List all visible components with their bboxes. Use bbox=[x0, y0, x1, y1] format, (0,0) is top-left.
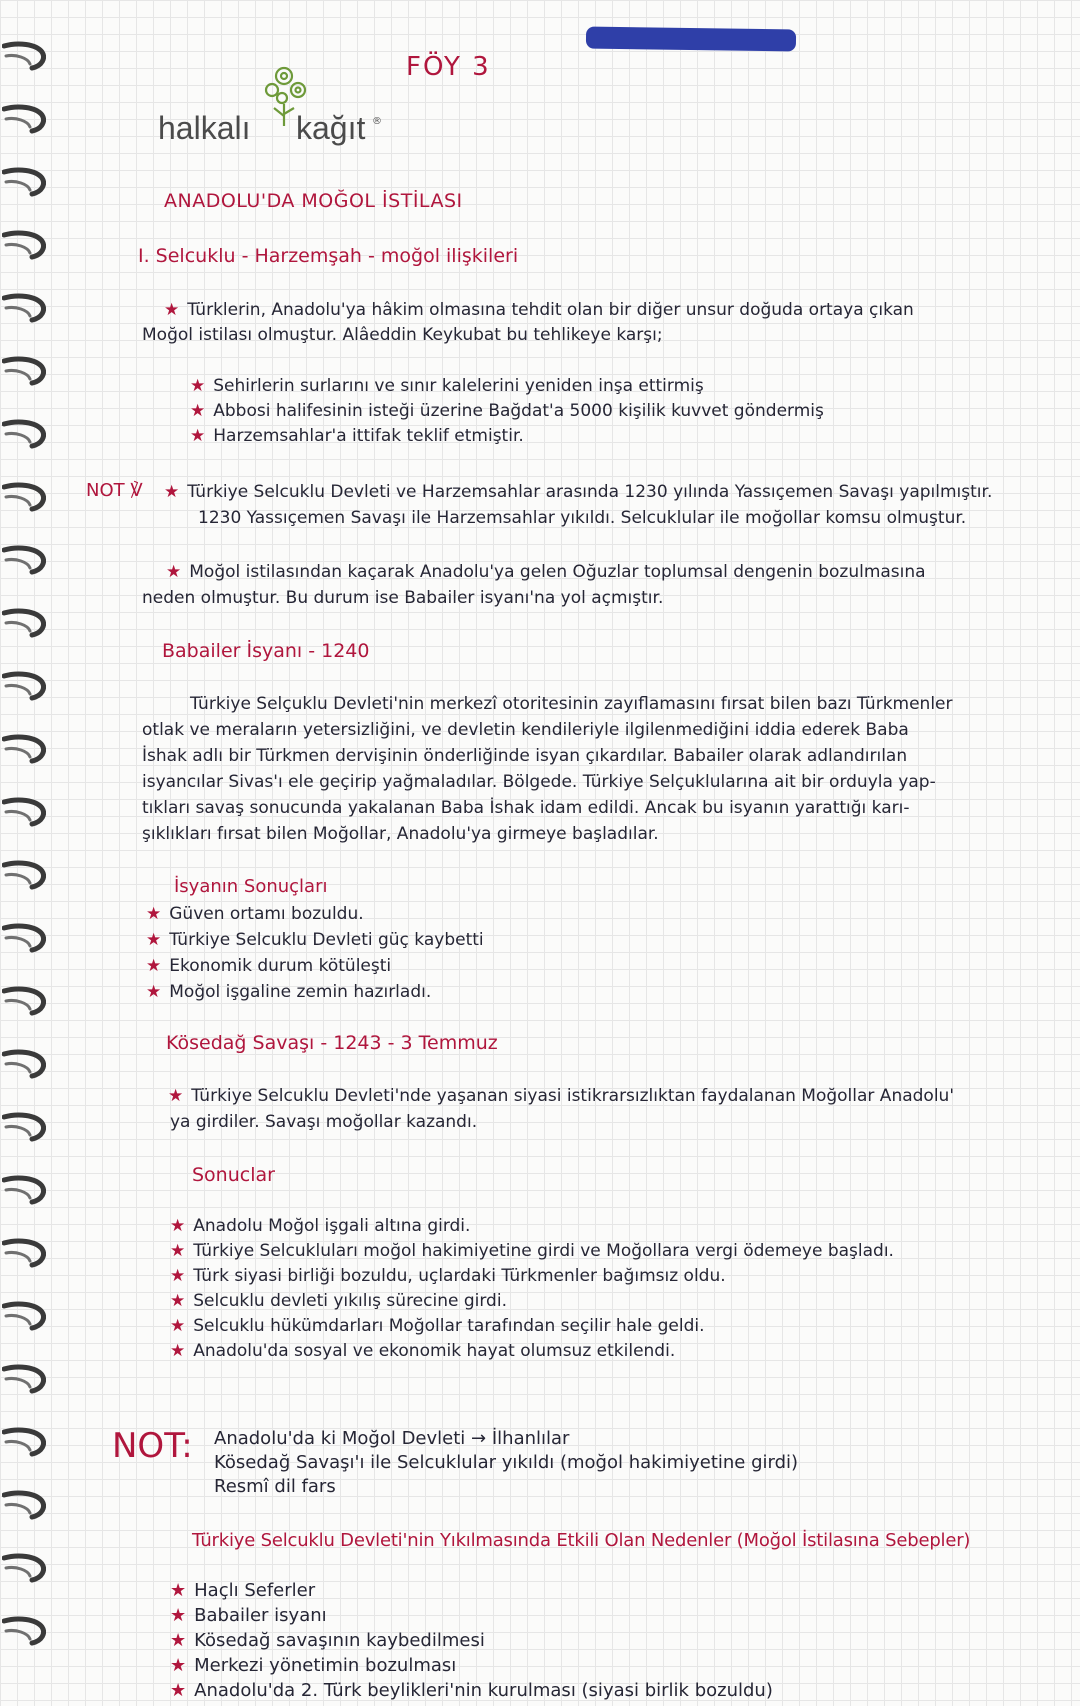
list-item: ★ Anadolu'da sosyal ve ekonomik hayat olumsuz etkilendi. bbox=[170, 1341, 676, 1361]
babailer-results bbox=[146, 904, 484, 1008]
list-item: ★ Güven ortamı bozuldu. bbox=[146, 904, 364, 924]
star-icon: ★ bbox=[170, 1291, 186, 1311]
list-item: ★ Moğol işgaline zemin hazırladı. bbox=[146, 982, 432, 1002]
star-icon: ★ bbox=[170, 1655, 187, 1676]
babailer-results-heading: İsyanın Sonuçları bbox=[174, 876, 328, 897]
star-icon: ★ bbox=[190, 426, 206, 446]
note2-line1: Anadolu'da ki Moğol Devleti → İlhanlılar bbox=[214, 1428, 570, 1449]
registered-mark: ® bbox=[372, 116, 382, 127]
page-number: FÖY 3 bbox=[406, 52, 491, 82]
kosedag-results-heading: Sonuclar bbox=[192, 1164, 275, 1186]
star-icon: ★ bbox=[170, 1630, 187, 1651]
babailer-line: İshak adlı bir Türkmen dervişinin önderliğinde isyan çıkardılar. Babailer olarak adlandırılan bbox=[142, 746, 908, 766]
list-item: ★ Merkezi yönetimin bozulması bbox=[170, 1655, 457, 1676]
star-icon: ★ bbox=[170, 1216, 186, 1236]
babailer-heading: Babailer İsyanı - 1240 bbox=[162, 640, 370, 662]
kosedag-line2: ya girdiler. Savaşı moğollar kazandı. bbox=[170, 1112, 478, 1132]
babailer-line: şıklıkları fırsat bilen Moğollar, Anadolu'ya girmeye başladılar. bbox=[142, 824, 659, 844]
oguz-para-line1: ★ Moğol istilasından kaçarak Anadolu'ya gelen Oğuzlar toplumsal dengenin bozulmasına bbox=[166, 562, 926, 582]
list-item: ★ Anadolu'da 2. Türk beylikleri'nin kurulması (siyasi birlik bozuldu) bbox=[170, 1680, 773, 1701]
star-icon: ★ bbox=[146, 956, 162, 976]
kosedag-results bbox=[170, 1216, 894, 1366]
note2-line2: Kösedağ Savaşı'ı ile Selcuklular yıkıldı (moğol hakimiyetine girdi) bbox=[214, 1452, 799, 1473]
star-icon: ★ bbox=[190, 401, 206, 421]
logo-text-right: kağıt bbox=[296, 110, 366, 146]
note2-label: NOT: bbox=[112, 1426, 193, 1466]
note1-line2: 1230 Yassıçemen Savaşı ile Harzemsahlar yıkıldı. Selcuklular ile moğollar komsu olmuştur. bbox=[198, 508, 967, 528]
logo bbox=[158, 72, 382, 152]
kosedag-line1: ★ Türkiye Selcuklu Devleti'nde yaşanan siyasi istikrarsızlıktan faydalanan Moğollar Anadolu' bbox=[168, 1086, 954, 1106]
logo-text-left: halkalı bbox=[158, 110, 251, 146]
star-icon: ★ bbox=[168, 1086, 184, 1106]
list-item: ★ Türkiye Selcuklu Devleti güç kaybetti bbox=[146, 930, 484, 950]
star-icon: ★ bbox=[164, 482, 180, 502]
star-icon: ★ bbox=[190, 376, 206, 396]
note-mark-icon: ℣ bbox=[130, 480, 143, 501]
star-icon: ★ bbox=[164, 300, 180, 320]
list-item: ★ Türkiye Selcukluları moğol hakimiyetine girdi ve Moğollara vergi ödemeye başladı. bbox=[170, 1241, 894, 1261]
list-item: ★ Sehirlerin surlarını ve sınır kalelerini yeniden inşa ettirmiş bbox=[190, 376, 704, 396]
star-icon: ★ bbox=[170, 1241, 186, 1261]
star-icon: ★ bbox=[146, 904, 162, 924]
list-item: ★ Ekonomik durum kötüleşti bbox=[146, 956, 392, 976]
note1-label: NOT ℣ bbox=[86, 480, 143, 501]
section1-para-line1: ★ Türklerin, Anadolu'ya hâkim olmasına tehdit olan bir diğer unsur doğuda ortaya çıkan bbox=[164, 300, 914, 320]
list-item: ★ Selcuklu hükümdarları Moğollar tarafından seçilir hale geldi. bbox=[170, 1316, 705, 1336]
list-item: ★ Anadolu Moğol işgali altına girdi. bbox=[170, 1216, 471, 1236]
star-icon: ★ bbox=[170, 1605, 187, 1626]
star-icon: ★ bbox=[146, 982, 162, 1002]
star-icon: ★ bbox=[170, 1316, 186, 1336]
babailer-line: otlak ve meraların yetersizliğini, ve devletin kendileriyle ilgilenmediğini iddia ederek Baba bbox=[142, 720, 909, 740]
section1-bullets bbox=[190, 376, 824, 451]
page-title: ANADOLU'DA MOĞOL İSTİLASI bbox=[164, 190, 463, 212]
babailer-line: tıkları savaş sonucunda yakalanan Baba İshak idam edildi. Ancak bu isyanın yarattığı karı- bbox=[142, 798, 910, 818]
list-item: ★ Türk siyasi birliği bozuldu, uçlardaki Türkmenler bağımsız oldu. bbox=[170, 1266, 726, 1286]
star-icon: ★ bbox=[170, 1341, 186, 1361]
list-item: ★ Selcuklu devleti yıkılış sürecine girdi. bbox=[170, 1291, 507, 1311]
list-item: ★ Babailer isyanı bbox=[170, 1605, 327, 1626]
list-item: ★ Haçlı Seferler bbox=[170, 1580, 316, 1601]
collapse-heading: Türkiye Selcuklu Devleti'nin Yıkılmasında Etkili Olan Nedenler (Moğol İstilasına Sebepler) bbox=[192, 1530, 971, 1551]
babailer-line: Türkiye Selçuklu Devleti'nin merkezî otoritesinin zayıflamasını fırsat bilen bazı Türkmenler bbox=[190, 694, 953, 714]
star-icon: ★ bbox=[146, 930, 162, 950]
list-item: ★ Harzemsahlar'a ittifak teklif etmiştir. bbox=[190, 426, 524, 446]
kosedag-heading: Kösedağ Savaşı - 1243 - 3 Temmuz bbox=[166, 1032, 498, 1054]
section1-para-line2: Moğol istilası olmuştur. Alâeddin Keykubat bu tehlikeye karşı; bbox=[142, 325, 663, 345]
oguz-para-line2: neden olmuştur. Bu durum ise Babailer isyanı'na yol açmıştır. bbox=[142, 588, 664, 608]
list-item: ★ Abbosi halifesinin isteği üzerine Bağdat'a 5000 kişilik kuvvet göndermiş bbox=[190, 401, 824, 421]
arrow-right-icon: → bbox=[471, 1428, 487, 1449]
section1-heading: I. Selcuklu - Harzemşah - moğol ilişkileri bbox=[138, 245, 519, 267]
babailer-line: isyancılar Sivas'ı ele geçirip yağmaladılar. Bölgede. Türkiye Selçuklularına ait bir orduyla yap- bbox=[142, 772, 936, 792]
star-icon: ★ bbox=[170, 1266, 186, 1286]
note1-line1: ★ Türkiye Selcuklu Devleti ve Harzemsahlar arasında 1230 yılında Yassıçemen Savaşı yapılmıştır. bbox=[164, 482, 993, 502]
collapse-items bbox=[170, 1580, 773, 1705]
star-icon: ★ bbox=[166, 562, 182, 582]
star-icon: ★ bbox=[170, 1580, 187, 1601]
star-icon: ★ bbox=[170, 1680, 187, 1701]
note2-line3: Resmî dil fars bbox=[214, 1476, 336, 1497]
list-item: ★ Kösedağ savaşının kaybedilmesi bbox=[170, 1630, 485, 1651]
scribbled-out-mark bbox=[586, 27, 796, 52]
